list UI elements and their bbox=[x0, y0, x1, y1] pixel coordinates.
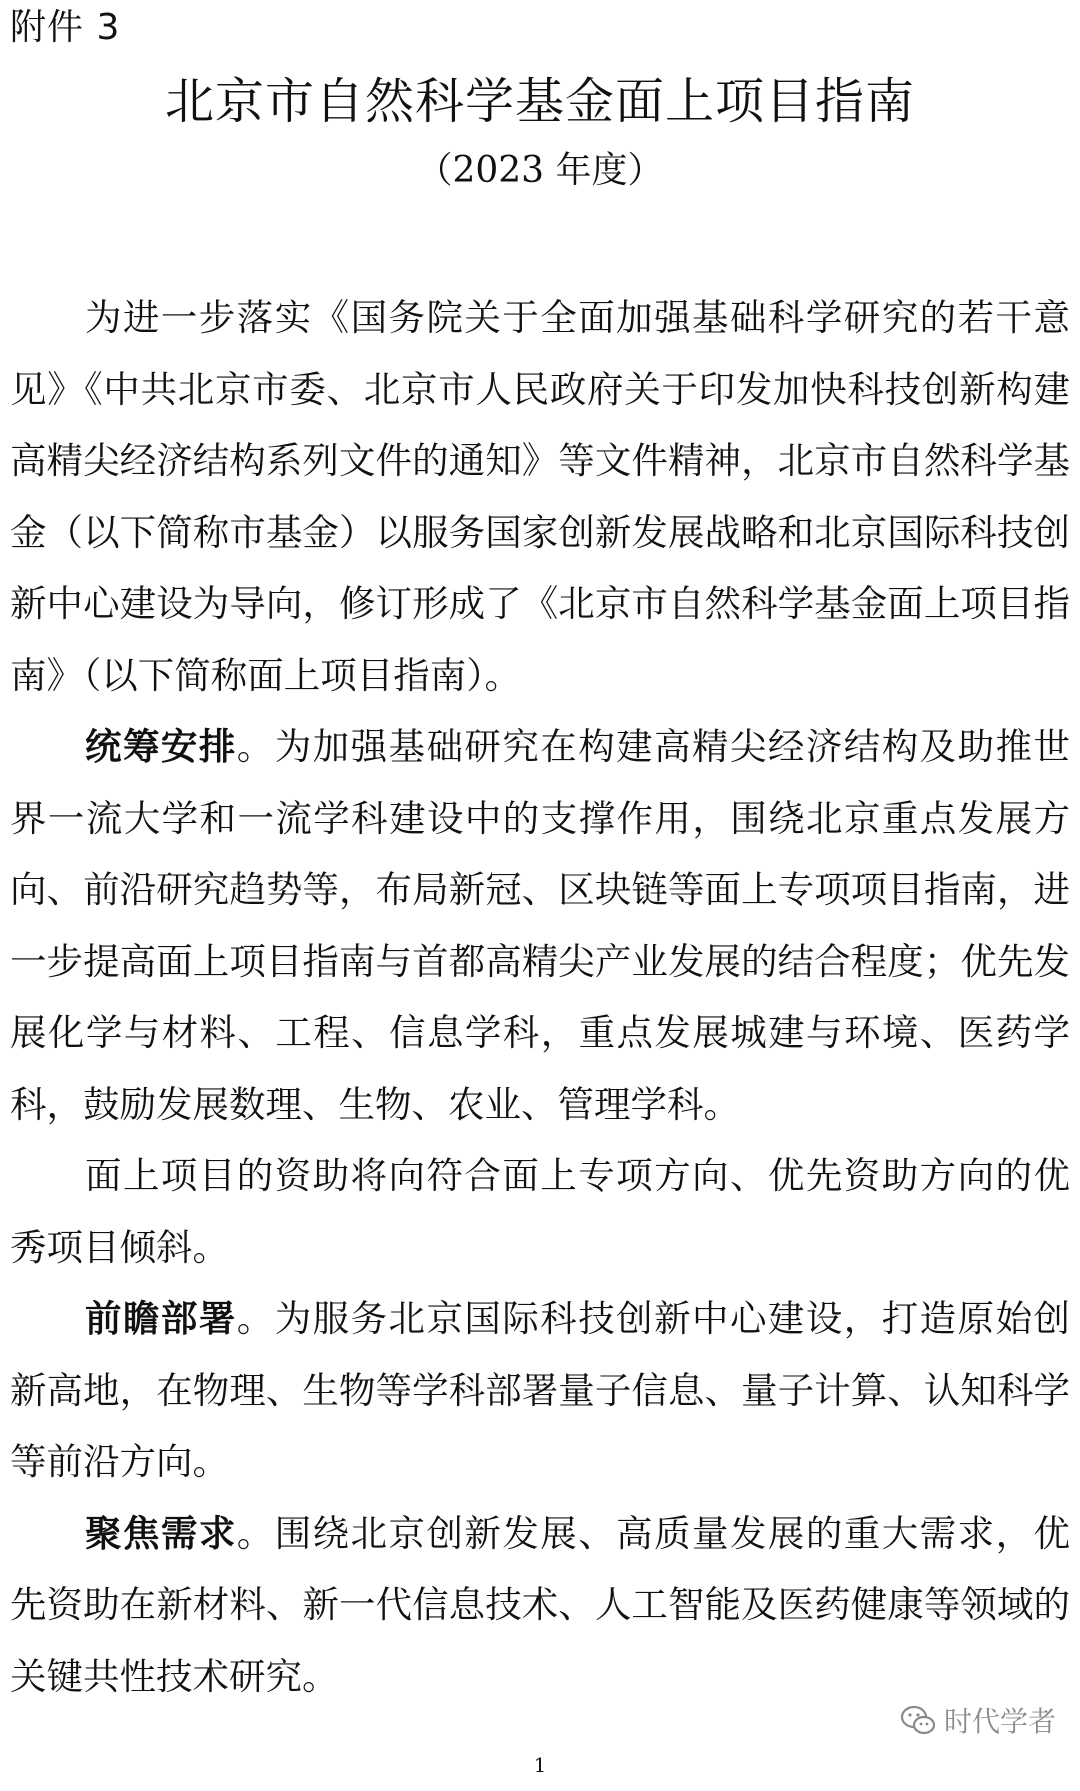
paragraph-text: 。为加强基础研究在构建高精尖经济结构及助推世界一流大学和一流学科建设中的支撑作用，围绕北京重点发展方向、前沿研究趋势等，布局新冠、区块链等面上专项项目指南，进一步提高面上项目指南与首都高精尖产业发展的结合程度；优先发展化学与材料、工程、信息学科，重点发展城建与环境、医药学科，鼓励发展数理、生物、农业、管理学科。 bbox=[10, 725, 1071, 1126]
document-year: （2023 年度） bbox=[416, 150, 664, 191]
paragraph-funding-priority bbox=[10, 1140, 1070, 1283]
paragraph-text: 。为服务北京国际科技创新中心建设，打造原始创新高地，在物理、生物等学科部署量子信息、量子计算、认知科学等前沿方向。 bbox=[10, 1297, 1071, 1483]
paragraph-text: 面上项目的资助将向符合面上专项方向、优先资助方向的优秀项目倾斜。 bbox=[10, 1154, 1070, 1269]
paragraph-forward-deployment bbox=[10, 1283, 1070, 1498]
paragraph-lead: 聚焦需求 bbox=[85, 1511, 237, 1555]
watermark bbox=[900, 1700, 1056, 1740]
wechat-icon bbox=[900, 1704, 936, 1736]
paragraph-focus-demand bbox=[10, 1498, 1070, 1713]
paragraph-overall-arrangement bbox=[10, 711, 1070, 1140]
document-body bbox=[10, 282, 1070, 1712]
paragraph-text: 为进一步落实《国务院关于全面加强基础科学研究的若干意见》《中共北京市委、北京市人民政府关于印发加快科技创新构建高精尖经济结构系列文件的通知》等文件精神，北京市自然科学基金（以下简称市基金）以服务国家创新发展战略和北京国际科技创新中心建设为导向，修订形成了《北京市自然科学基金面上项目指南》（以下简称面上项目指南）。 bbox=[10, 296, 1070, 697]
document-title: 北京市自然科学基金面上项目指南 bbox=[164, 73, 915, 130]
paragraph-intro bbox=[10, 282, 1070, 711]
paragraph-lead: 统筹安排 bbox=[85, 725, 237, 768]
paragraph-lead: 前瞻部署 bbox=[85, 1297, 237, 1340]
attachment-label: 附件 3 bbox=[10, 7, 121, 48]
watermark-text: 时代学者 bbox=[943, 1705, 1056, 1738]
page-number: 1 bbox=[533, 1753, 547, 1777]
paragraph-text: 。围绕北京创新发展、高质量发展的重大需求，优先资助在新材料、新一代信息技术、人工智能及医药健康等领域的关键共性技术研究。 bbox=[10, 1511, 1071, 1698]
